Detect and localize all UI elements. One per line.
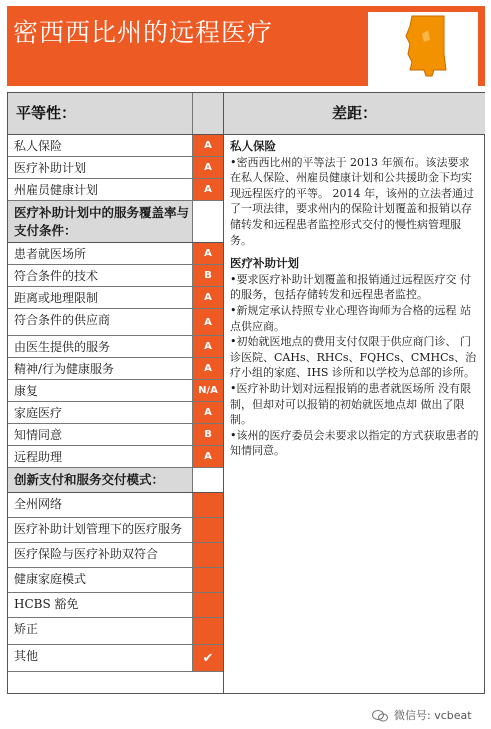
row-label: 矫正 <box>14 622 39 636</box>
grade-badge <box>192 593 223 617</box>
private-insurance-text: •密西西比州的平等法于 2013 年颁布。该法要求在私人保险、州雇员健康计划和公共援助金下均实现远程医疗的平等。 2014 年，该州的立法者通过了一项法律，要求州内的保险计划覆盖和报销以存储转发和远程患者监控形式交付的慢性病管理服务。 <box>230 155 474 247</box>
row-label: 州雇员健康计划 <box>14 183 99 197</box>
row-label: 医疗保险与医疗补助双符合 <box>14 547 159 561</box>
row-label: 由医生提供的服务 <box>14 340 111 354</box>
wechat-icon <box>372 710 388 722</box>
medicaid-heading: 医疗补助计划 <box>230 256 299 271</box>
parity-row <box>8 336 223 358</box>
row-label: 医疗补助计划 <box>14 161 87 175</box>
grade-badge: B <box>192 265 223 286</box>
grade-badge: A <box>192 287 223 308</box>
parity-table <box>7 92 485 694</box>
section-grade-cell <box>192 201 223 242</box>
gaps-body <box>230 139 480 459</box>
parity-row <box>8 543 223 568</box>
row-label: 医疗补助计划管理下的医疗服务 <box>14 522 183 536</box>
medicaid-point: •初始就医地点的费用支付仅限于供应商门诊、 门诊医院、CAHs、RHCs、FQHCs、CMHCs、治疗小组的家庭、IHS 诊所和以学校为总部的诊所。 <box>230 335 477 380</box>
parity-row <box>8 135 223 157</box>
parity-row <box>8 593 223 618</box>
grade-badge <box>192 493 223 517</box>
parity-row <box>8 568 223 593</box>
private-insurance-heading: 私人保险 <box>230 139 276 153</box>
parity-column <box>8 93 223 693</box>
row-label: 私人保险 <box>14 139 63 153</box>
grade-badge <box>192 618 223 644</box>
parity-row <box>8 287 223 309</box>
title-banner <box>7 6 485 86</box>
parity-row <box>8 358 223 380</box>
row-label: 知情同意 <box>14 428 63 442</box>
grade-badge: A <box>192 135 223 156</box>
parity-row <box>8 179 223 201</box>
row-label: 距离或地理限制 <box>14 291 99 305</box>
grade-badge: N/A <box>192 380 223 401</box>
parity-row <box>8 402 223 424</box>
grade-badge: A <box>192 402 223 423</box>
section-header <box>8 201 223 243</box>
page-title: 密西西比州的远程医疗 <box>13 18 274 47</box>
grade-badge: A <box>192 309 223 335</box>
section-label: 创新支付和服务交付模式： <box>14 472 165 487</box>
grade-badge <box>192 518 223 542</box>
row-label: HCBS 豁免 <box>14 597 79 611</box>
row-label: 其他 <box>14 649 39 663</box>
grade-badge: A <box>192 358 223 379</box>
gaps-header <box>224 93 485 135</box>
section-label: 医疗补助计划中的服务覆盖率与支付条件： <box>14 205 190 238</box>
grade-badge: A <box>192 157 223 178</box>
section-grade-cell <box>192 468 223 492</box>
row-label: 健康家庭模式 <box>14 572 87 586</box>
grade-badge <box>192 543 223 567</box>
mississippi-map-icon <box>404 14 448 84</box>
watermark-text: 微信号: vcbeat <box>394 709 472 722</box>
grade-badge <box>192 568 223 592</box>
parity-header <box>8 93 223 135</box>
parity-row <box>8 309 223 336</box>
header-grade-cell <box>192 93 223 134</box>
grade-badge: A <box>192 446 223 467</box>
parity-row <box>8 493 223 518</box>
grade-badge: ✔ <box>192 645 223 671</box>
grade-badge: A <box>192 243 223 264</box>
wechat-watermark <box>372 707 472 723</box>
state-map-panel <box>368 12 478 86</box>
parity-row <box>8 645 223 672</box>
gaps-title: 差距： <box>332 104 378 122</box>
row-label: 全州网络 <box>14 497 63 511</box>
parity-row <box>8 518 223 543</box>
row-label: 符合条件的技术 <box>14 269 99 283</box>
parity-row <box>8 243 223 265</box>
section-header <box>8 468 223 493</box>
parity-row <box>8 265 223 287</box>
row-label: 符合条件的供应商 <box>14 313 111 327</box>
parity-row <box>8 157 223 179</box>
row-label: 家庭医疗 <box>14 406 63 420</box>
grade-badge: A <box>192 336 223 357</box>
medicaid-point: •医疗补助计划对远程报销的患者就医场所 没有限制，但却对可以报销的初始就医地点却 做出了限制。 <box>230 381 471 427</box>
grade-badge: B <box>192 424 223 445</box>
row-label: 精神/行为健康服务 <box>14 362 115 376</box>
parity-row <box>8 380 223 402</box>
gaps-column <box>223 93 485 693</box>
medicaid-point: •要求医疗补助计划覆盖和报销通过远程医疗交 付的服务，包括存储转发和远程患者监控。 <box>230 272 471 302</box>
row-label: 患者就医场所 <box>14 247 87 261</box>
parity-row <box>8 424 223 446</box>
parity-row <box>8 446 223 468</box>
grade-badge: A <box>192 179 223 200</box>
parity-row <box>8 618 223 645</box>
medicaid-point: •该州的医疗委员会未要求以指定的方式获取患者的知情同意。 <box>230 428 479 458</box>
parity-title: 平等性： <box>16 104 77 122</box>
row-label: 康复 <box>14 384 39 398</box>
medicaid-point: •新规定承认持照专业心理咨询师为合格的远程 站点供应商。 <box>230 303 471 333</box>
row-label: 远程助理 <box>14 450 63 464</box>
